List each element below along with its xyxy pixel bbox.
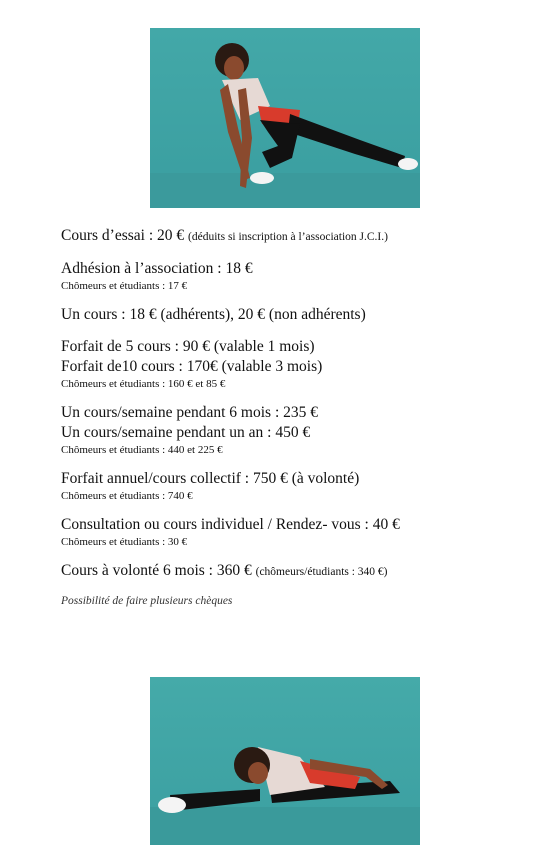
tarif-volonte-main: Cours à volonté 6 mois : 360 € bbox=[61, 562, 252, 579]
tarif-consultation: Consultation ou cours individuel / Rendez- vous : 40 € bbox=[61, 516, 400, 533]
tarif-annuel-reduit: Chômeurs et étudiants : 740 € bbox=[61, 490, 193, 502]
tarif-semaine-an: Un cours/semaine pendant un an : 450 € bbox=[61, 424, 311, 441]
tarif-essai bbox=[61, 226, 531, 247]
note-cheques: Possibilité de faire plusieurs chèques bbox=[61, 595, 233, 607]
tarif-adhesion: Adhésion à l’association : 18 € bbox=[61, 260, 253, 277]
photo-bottom bbox=[150, 677, 420, 845]
split-stretch-illustration bbox=[150, 677, 420, 845]
tarif-essai-note: (déduits si inscription à l’association J.C.I.) bbox=[188, 231, 388, 243]
photo-top bbox=[150, 28, 420, 208]
tarifs-list bbox=[61, 226, 531, 608]
tarif-semaine-6-mois: Un cours/semaine pendant 6 mois : 235 € bbox=[61, 404, 318, 421]
tarif-adhesion-reduit: Chômeurs et étudiants : 17 € bbox=[61, 280, 188, 292]
stretch-lunge-illustration bbox=[150, 28, 420, 208]
tarif-annuel: Forfait annuel/cours collectif : 750 € (à volonté) bbox=[61, 470, 360, 487]
tarif-volonte-note: (chômeurs/étudiants : 340 €) bbox=[255, 566, 388, 578]
tarif-forfait-5: Forfait de 5 cours : 90 € (valable 1 mois) bbox=[61, 338, 315, 355]
tarif-forfait-10: Forfait de10 cours : 170€ (valable 3 mois) bbox=[61, 358, 323, 375]
tarif-volonte bbox=[61, 561, 531, 582]
tarif-semaine-reduit: Chômeurs et étudiants : 440 et 225 € bbox=[61, 444, 223, 456]
tarif-un-cours: Un cours : 18 € (adhérents), 20 € (non adhérents) bbox=[61, 306, 366, 323]
tarif-forfait-reduit: Chômeurs et étudiants : 160 € et 85 € bbox=[61, 378, 226, 390]
tarif-essai-main: Cours d’essai : 20 € bbox=[61, 227, 185, 244]
tarif-consultation-reduit: Chômeurs et étudiants : 30 € bbox=[61, 536, 188, 548]
